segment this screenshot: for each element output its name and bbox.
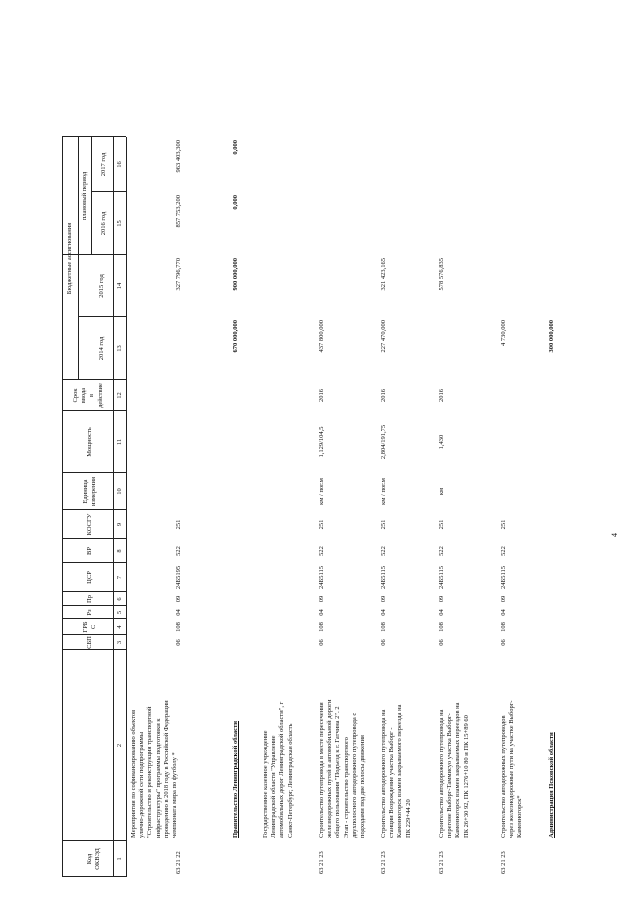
header-budget: Бюджетные ассигнования — [66, 222, 73, 295]
header-bottom-line — [113, 137, 114, 877]
row-4-okved: 63 21 23 — [318, 851, 325, 874]
row-4-power: 1,129/104,5 — [318, 426, 325, 458]
row-6-desc: Строительство автодорожного путепровода на перегоне Выборг-Таммисуо участка Выборг- Каменногорск взамен закрываемых переездов на ПК 26+30 92, ПК 1276+10 80 и ПК 15+89 60 — [438, 702, 470, 838]
column-number-7: 7 — [116, 575, 123, 580]
row-2-desc: Правительство Ленинградской области — [232, 720, 239, 838]
column-number-9: 9 — [116, 522, 123, 527]
row-6-sbp: 06 — [438, 639, 445, 646]
budget-table — [0, 42, 640, 877]
row-2-v2017: 0,000 — [232, 140, 239, 155]
row-1-vr: 522 — [175, 546, 182, 556]
column-number-16: 16 — [116, 161, 123, 168]
row-0-desc: Мероприятия по софинансированию объектов улично-дорожной сети подпрограммы "Строительство и реконструкция транспортной инфраструктуры" программы подготовки к проведению в 2018 году в Российской Федерации чемпионата мира по футболу * — [130, 700, 179, 838]
header-plan-period: плановый период — [81, 171, 88, 221]
row-4-grbs: 108 — [318, 622, 325, 632]
row-5-unit: км / пог.м — [380, 478, 387, 505]
column-number-1: 1 — [116, 857, 123, 861]
header-sbp: СБП — [86, 636, 93, 649]
row-7-desc: Строительство автодорожных путепроводов через железнодорожные пути на участке Выборг- Каменногорск* — [500, 700, 524, 838]
row-5-v2015: 321 423,165 — [380, 258, 387, 291]
row-7-sbp: 06 — [500, 639, 507, 646]
column-number-13: 13 — [116, 345, 123, 352]
row-6-unit: км — [438, 487, 445, 496]
row-6-kosgu: 251 — [438, 519, 445, 530]
column-number-2: 2 — [116, 743, 123, 748]
row-4-vr: 522 — [318, 546, 325, 556]
row-2-v2016: 0,000 — [232, 195, 239, 210]
row-1-v2016: 857 753,200 — [175, 195, 182, 228]
row-8-v2014: 300 000,000 — [548, 320, 555, 353]
row-4-sbp: 06 — [318, 639, 325, 646]
row-5-v2014: 227 470,000 — [380, 320, 387, 353]
row-4-csr: 24Б5115 — [318, 566, 325, 589]
row-6-okved: 63 21 23 — [438, 851, 445, 874]
row-6-grbs: 108 — [438, 622, 445, 632]
row-6-pr: 09 — [438, 595, 445, 603]
header-grbs: ГРБ С — [82, 621, 98, 633]
header-term: Срок ввода в действие — [72, 383, 104, 408]
row-2-v2014: 670 000,000 — [232, 320, 239, 353]
row-6-rz: 04 — [438, 609, 445, 616]
row-1-v2015: 327 796,770 — [175, 258, 182, 291]
row-6-csr: 24Б5115 — [438, 566, 445, 589]
row-1-csr: 24Б5195 — [175, 565, 182, 590]
header-power: Мощность — [86, 427, 93, 457]
row-1-sbp: 06 — [175, 639, 182, 646]
column-number-11: 11 — [116, 438, 123, 446]
row-7-pr: 09 — [500, 595, 507, 603]
row-5-rz: 04 — [380, 609, 387, 616]
page-number: 4 — [610, 533, 619, 537]
row-4-rz: 04 — [318, 609, 325, 616]
row-5-power: 2,804/191,75 — [380, 424, 387, 460]
row-4-desc: Строительство путепровода в месте пересечения железнодорожных путей и автомобильной дороги общего пользования "Подъезд к г. Гатчина 2". 2 Этап - строительство транспортного двухполосного автодорожного путепровода с подходами под две полосы движения — [318, 699, 367, 838]
row-5-vr: 522 — [380, 546, 387, 556]
row-2-v2015: 900 000,000 — [232, 258, 239, 291]
row-8-desc: Администрация Псковской области — [548, 732, 555, 838]
budget-subheader-line — [78, 137, 79, 380]
header-2015: 2015 год — [98, 274, 105, 298]
row-5-term: 2016 — [380, 389, 387, 402]
column-number-line — [126, 137, 127, 877]
row-6-v2015: 578 576,835 — [438, 258, 445, 291]
row-4-v2014: 437 800,000 — [318, 320, 325, 353]
row-7-kosgu: 251 — [500, 519, 507, 530]
header-vr: ВР — [86, 547, 93, 555]
row-6-vr: 522 — [438, 546, 445, 556]
column-number-6: 6 — [116, 597, 123, 601]
header-okved: Код ОКВЭД — [86, 848, 102, 870]
header-csr: ЦСР — [86, 571, 93, 584]
column-number-5: 5 — [116, 610, 123, 615]
row-7-vr: 522 — [500, 546, 507, 556]
column-number-12: 12 — [116, 392, 123, 399]
row-5-csr: 24Б5115 — [380, 566, 387, 589]
column-number-4: 4 — [116, 625, 123, 629]
row-4-term: 2016 — [318, 389, 325, 402]
row-1-v2017: 963 403,300 — [175, 140, 182, 173]
row-5-pr: 09 — [380, 595, 387, 603]
column-number-15: 15 — [116, 220, 123, 227]
row-7-okved: 63 21 23 — [500, 851, 507, 874]
plan-subheader-line — [91, 137, 92, 255]
header-rz: Рз — [86, 609, 93, 616]
row-6-power: 1,430 — [438, 434, 445, 450]
row-7-grbs: 108 — [500, 622, 507, 632]
row-4-pr: 09 — [318, 595, 325, 603]
header-pr: Пр — [86, 595, 93, 603]
column-number-3: 3 — [116, 640, 123, 645]
header-2017: 2017 год — [100, 152, 107, 177]
row-5-desc: Строительство автодорожного путепровода на станции Возрождение участка Выборг - Каменногорск взамен закрываемого переезда на ПК 229+44 20 — [380, 704, 412, 838]
row-1-grbs: 108 — [175, 622, 182, 632]
row-5-okved: 63 21 23 — [380, 851, 387, 874]
row-5-grbs: 108 — [380, 622, 387, 632]
header-2014: 2014 год — [98, 336, 105, 361]
row-7-rz: 04 — [500, 609, 507, 616]
row-1-kosgu: 251 — [175, 519, 182, 530]
column-number-8: 8 — [116, 549, 123, 553]
header-unit: Единица измерения — [82, 476, 98, 507]
row-5-sbp: 06 — [380, 639, 387, 646]
header-kosgu: КОСГУ — [86, 513, 93, 536]
row-7-v2014: 4 730,000 — [500, 320, 507, 346]
row-5-kosgu: 251 — [380, 519, 387, 530]
row-3-desc: Государственное казенное учреждение Ленинградской области "Управление автомобильных дорог Ленинградской области", г Санкт-Петербург, Ленинградская область — [262, 701, 294, 838]
row-4-kosgu: 251 — [318, 519, 325, 530]
row-6-term: 2016 — [438, 389, 445, 402]
column-number-10: 10 — [116, 488, 123, 495]
table-top-border — [62, 137, 63, 877]
row-7-csr: 24Б5115 — [500, 566, 507, 589]
row-1-okved: 63 21 22 — [175, 851, 182, 874]
row-1-rz: 04 — [175, 609, 182, 616]
header-2016: 2016 год — [100, 211, 107, 236]
row-4-unit: км / пог.м — [318, 478, 325, 505]
column-number-14: 14 — [116, 282, 123, 290]
row-1-pr: 09 — [175, 595, 182, 603]
